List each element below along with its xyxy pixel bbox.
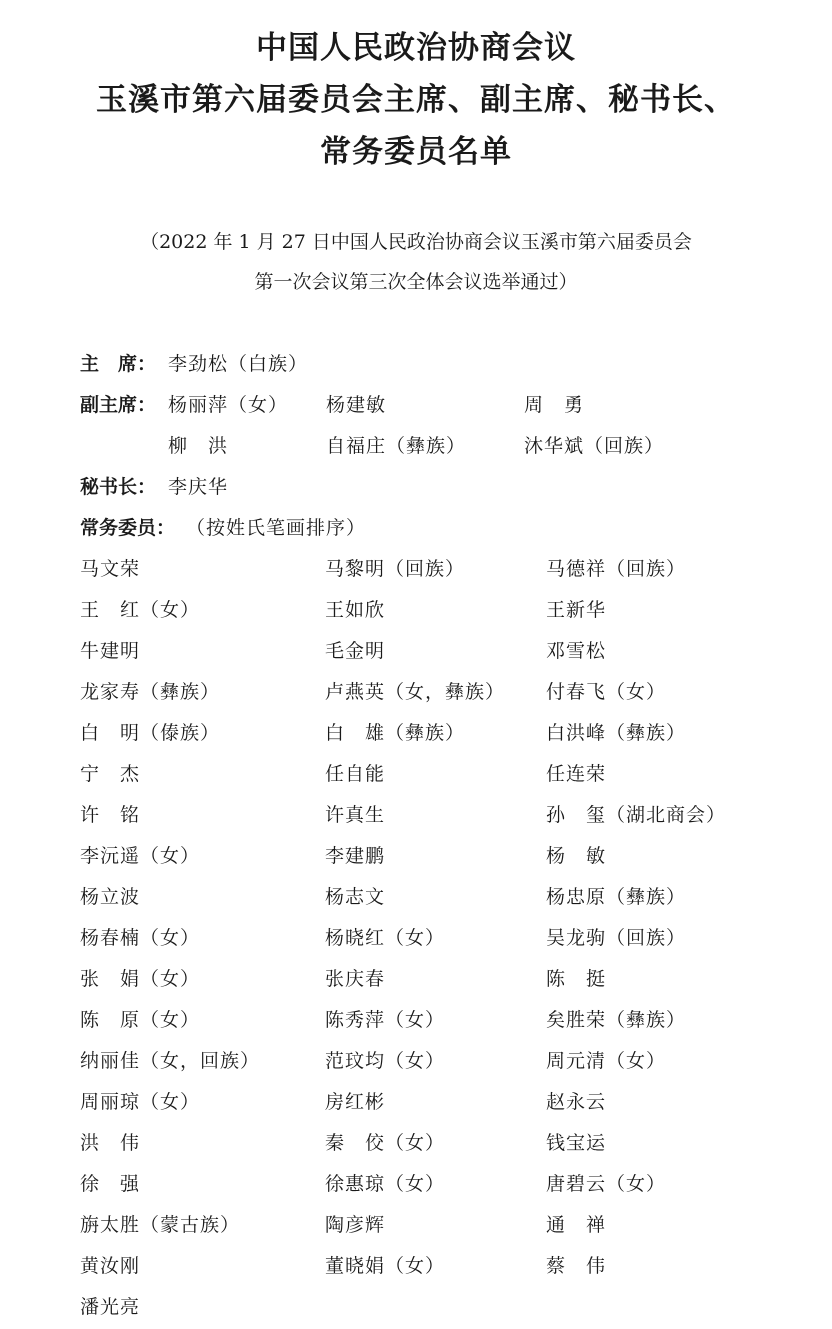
- member-name: 任连荣: [546, 763, 607, 785]
- secretary-general-name: 李庆华: [168, 476, 229, 498]
- member-name: 杨春楠（女）: [80, 927, 201, 949]
- member-name: 通 禅: [546, 1214, 607, 1236]
- member-name: 黄汝刚: [80, 1255, 141, 1277]
- member-row: [0, 1128, 832, 1158]
- member-name: 陈 挺: [546, 968, 607, 990]
- member-row: [0, 1251, 832, 1281]
- member-name: 吴龙驹（回族）: [546, 927, 687, 949]
- member-name: 李建鹏: [325, 845, 386, 867]
- vice-chairs-label: 副主席：: [80, 394, 157, 416]
- member-name: 潘光亮: [80, 1296, 141, 1318]
- member-name: 马德祥（回族）: [546, 558, 687, 580]
- vice-chair-name: 周 勇: [524, 394, 585, 416]
- member-name: 洪 伟: [80, 1132, 141, 1154]
- member-name: 赵永云: [546, 1091, 607, 1113]
- member-name: 王 红（女）: [80, 599, 201, 621]
- member-name: 许真生: [325, 804, 386, 826]
- member-name: 龙家寿（彝族）: [80, 681, 221, 703]
- member-name: 杨晓红（女）: [325, 927, 446, 949]
- member-name: 徐 强: [80, 1173, 141, 1195]
- standing-members-sort-note: （按姓氏笔画排序）: [186, 517, 367, 539]
- member-name: 陶彦辉: [325, 1214, 386, 1236]
- vice-chair-name: 沐华斌（回族）: [524, 435, 665, 457]
- member-name: 杨忠原（彝族）: [546, 886, 687, 908]
- member-name: 卢燕英（女，彝族）: [325, 681, 506, 703]
- member-name: 白洪峰（彝族）: [546, 722, 687, 744]
- member-row: [0, 677, 832, 707]
- member-row: [0, 923, 832, 953]
- member-name: 徐惠琼（女）: [325, 1173, 446, 1195]
- member-name: 范玟均（女）: [325, 1050, 446, 1072]
- vice-chair-name: 柳 洪: [168, 435, 229, 457]
- member-name: 付春飞（女）: [546, 681, 667, 703]
- secretary-general-row: [0, 472, 832, 502]
- standing-members-header: [0, 513, 832, 543]
- member-row: [0, 554, 832, 584]
- member-row: [0, 1046, 832, 1076]
- member-name: 许 铭: [80, 804, 141, 826]
- member-name: 蔡 伟: [546, 1255, 607, 1277]
- member-name: 王如欣: [325, 599, 386, 621]
- member-name: 马黎明（回族）: [325, 558, 466, 580]
- chair-name: 李劲松（白族）: [168, 353, 309, 375]
- member-row: [0, 1169, 832, 1199]
- member-row: [0, 718, 832, 748]
- member-name: 张庆春: [325, 968, 386, 990]
- member-name: 钱宝运: [546, 1132, 607, 1154]
- member-name: 任自能: [325, 763, 386, 785]
- member-row: [0, 759, 832, 789]
- member-row: [0, 841, 832, 871]
- member-name: 白 雄（彝族）: [325, 722, 466, 744]
- member-name: 张 娟（女）: [80, 968, 201, 990]
- standing-members-label: 常务委员：: [80, 517, 176, 539]
- member-name: 邓雪松: [546, 640, 607, 662]
- election-note-line-1: （2022 年 1 月 27 日中国人民政治协商会议玉溪市第六届委员会: [140, 231, 692, 253]
- member-name: 宁 杰: [80, 763, 141, 785]
- document-title-line-3: 常务委员名单: [320, 134, 512, 170]
- member-name: 周丽琼（女）: [80, 1091, 201, 1113]
- member-row: [0, 595, 832, 625]
- member-name: 杨立波: [80, 886, 141, 908]
- vice-chair-name: 自福庄（彝族）: [326, 435, 467, 457]
- member-name: 周元清（女）: [546, 1050, 667, 1072]
- member-row: [0, 882, 832, 912]
- secretary-general-label: 秘书长：: [80, 476, 157, 498]
- vice-chair-name: 杨丽萍（女）: [168, 394, 289, 416]
- member-name: 董晓娟（女）: [325, 1255, 446, 1277]
- member-row: [0, 800, 832, 830]
- member-row: [0, 1005, 832, 1035]
- member-name: 陈秀萍（女）: [325, 1009, 446, 1031]
- member-name: 毛金明: [325, 640, 386, 662]
- chair-label: 主 席：: [80, 353, 157, 375]
- member-name: 白 明（傣族）: [80, 722, 221, 744]
- member-name: 唐碧云（女）: [546, 1173, 667, 1195]
- member-name: 陈 原（女）: [80, 1009, 201, 1031]
- member-name: 王新华: [546, 599, 607, 621]
- member-name: 马文荣: [80, 558, 141, 580]
- member-name: 旃太胜（蒙古族）: [80, 1214, 241, 1236]
- document-title-line-2: 玉溪市第六届委员会主席、副主席、秘书长、: [96, 82, 736, 118]
- vice-chairs-row-1: [0, 390, 832, 420]
- member-row: [0, 964, 832, 994]
- member-name: 纳丽佳（女，回族）: [80, 1050, 261, 1072]
- member-name: 李沅遥（女）: [80, 845, 201, 867]
- member-row: [0, 636, 832, 666]
- chair-row: [0, 349, 832, 379]
- member-name: 秦 佼（女）: [325, 1132, 446, 1154]
- member-row: [0, 1210, 832, 1240]
- member-name: 杨志文: [325, 886, 386, 908]
- vice-chair-name: 杨建敏: [326, 394, 387, 416]
- member-row: [0, 1292, 832, 1322]
- member-name: 房红彬: [325, 1091, 386, 1113]
- document-title-line-1: 中国人民政治协商会议: [256, 30, 576, 66]
- member-name: 孙 玺（湖北商会）: [546, 804, 727, 826]
- election-note-line-2: 第一次会议第三次全体会议选举通过）: [254, 271, 578, 293]
- member-name: 杨 敏: [546, 845, 607, 867]
- member-name: 矣胜荣（彝族）: [546, 1009, 687, 1031]
- vice-chairs-row-2: [0, 431, 832, 461]
- member-name: 牛建明: [80, 640, 141, 662]
- member-row: [0, 1087, 832, 1117]
